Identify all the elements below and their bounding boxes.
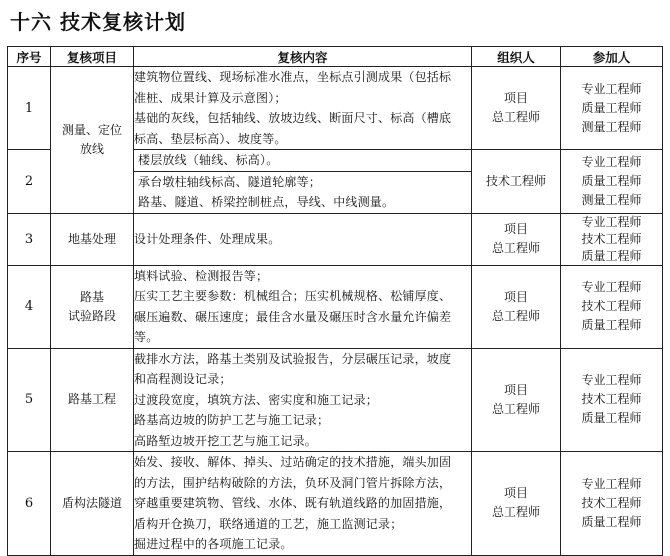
- content-line: 路基、隧道、桥梁控制桩点，导线、中线测量。: [138, 195, 395, 209]
- participant: 专业工程师: [581, 373, 642, 388]
- participant: 技术工程师: [581, 495, 642, 510]
- content-line: 截排水方法，路基土类别及试验报告，分层碾压记录，坡度: [134, 351, 452, 366]
- participant: 专业工程师: [581, 214, 642, 229]
- participants: [561, 348, 663, 452]
- review-content: [134, 150, 472, 214]
- participant: 质量工程师: [581, 248, 642, 263]
- review-plan-table: [7, 46, 663, 556]
- content-line: 标高、垫层标高）、坡度等。: [134, 131, 287, 146]
- content-line: 建筑物位置线、现场标准水准点，坐标点引测成果（包括标: [134, 70, 452, 84]
- review-content: [134, 265, 472, 348]
- review-item-line: 路基: [79, 289, 104, 304]
- participant: 专业工程师: [581, 476, 642, 491]
- row-number: 1: [8, 67, 51, 150]
- participants: [561, 265, 663, 348]
- organizer-line: 总工程师: [491, 241, 540, 255]
- organizer: [472, 213, 561, 265]
- content-line: 楼层放线（轴线、标高）。: [138, 153, 279, 167]
- table-row: [8, 265, 663, 348]
- review-item-line: 放线: [79, 141, 104, 156]
- participant: 质量工程师: [581, 318, 642, 332]
- participant: 技术工程师: [581, 392, 642, 407]
- organizer: [472, 452, 561, 556]
- participants: [561, 150, 663, 214]
- content-line: 始发、接收、解体、掉头、过站确定的技术措施，端头加固: [134, 455, 452, 469]
- organizer-line: 项目: [503, 382, 528, 397]
- organizer-line: 总工程师: [491, 505, 540, 520]
- row-number: 6: [8, 452, 51, 556]
- review-content: [134, 452, 472, 556]
- table-row: [8, 348, 663, 452]
- organizer-line: 总工程师: [491, 110, 540, 124]
- participant: 技术工程师: [581, 231, 642, 246]
- header-item: 复核项目: [51, 47, 134, 67]
- header-seq: 序号: [8, 47, 51, 67]
- row-number: 2: [8, 150, 51, 214]
- content-line: 承台墩柱轴线标高、隧道轮廓等；: [138, 174, 322, 189]
- page-title: 十六 技术复核计划: [10, 10, 186, 34]
- participants: [561, 452, 663, 556]
- table-header-row: [8, 47, 663, 67]
- content-line: 过渡段宽度，填筑方法、密实度和施工记录；: [134, 392, 379, 407]
- organizer-line: 项目: [503, 486, 528, 501]
- row-number: 3: [8, 213, 51, 265]
- organizer: [472, 348, 561, 452]
- content-line: 高路堑边坡开挖工艺与施工记录。: [134, 433, 318, 448]
- participants: [561, 213, 663, 265]
- content-line: 基础的灰线，包括轴线、放坡边线、断面尺寸、标高（槽底: [134, 111, 452, 125]
- table-row: [8, 452, 663, 556]
- organizer: [472, 265, 561, 348]
- participant: 质量工程师: [581, 100, 642, 115]
- content-line: 掘进过程中的各项施工记录。: [134, 537, 293, 551]
- participant: 质量工程师: [581, 411, 642, 426]
- organizer-line: 总工程师: [491, 401, 540, 416]
- review-item: 地基处理: [51, 213, 134, 265]
- row-number: 5: [8, 348, 51, 452]
- content-line: 压实工艺主要参数：机械组合；压实机械规格、松铺厚度、: [134, 289, 452, 303]
- review-content: [134, 67, 472, 150]
- content-line: 路基高边坡的防护工艺与施工记录；: [134, 413, 330, 427]
- participant: 专业工程师: [581, 81, 642, 96]
- review-item-line: 测量、定位: [61, 122, 122, 137]
- organizer-line: 项目: [503, 289, 528, 304]
- organizer-line: 项目: [503, 222, 528, 236]
- organizer-line: 总工程师: [491, 308, 540, 323]
- review-item: [51, 67, 134, 214]
- participant: 测量工程师: [581, 192, 642, 207]
- review-item: 盾构法隧道: [51, 452, 134, 556]
- participants: [561, 67, 663, 150]
- participant: 质量工程师: [581, 514, 642, 529]
- content-line: 盾构开仓换刀，联络通道的工艺，施工监测记录；: [134, 516, 403, 531]
- row-number: 4: [8, 265, 51, 348]
- content-line: 穿越重要建筑物、管线、水体、既有轨道线路的加固措施，: [134, 496, 452, 510]
- review-item-line: 试验路段: [67, 308, 116, 323]
- content-line: 和高程测设记录；: [134, 372, 232, 386]
- table-row: [8, 67, 663, 150]
- participant: 技术工程师: [581, 299, 642, 313]
- organizer: [472, 67, 561, 150]
- header-organizer: 组织人: [472, 47, 561, 67]
- organizer: 技术工程师: [472, 150, 561, 214]
- table-row: [8, 213, 663, 265]
- participant: 测量工程师: [581, 119, 642, 134]
- content-line: 准桩、成果计算及示意图）；: [134, 90, 287, 105]
- participant: 质量工程师: [581, 173, 642, 188]
- content-line: 设计处理条件、处理成果。: [134, 231, 281, 246]
- content-line: 的方法，围护结构破除的方法，负环及洞门管片拆除方法，: [134, 475, 452, 490]
- content-line: 等。: [134, 330, 159, 344]
- header-participants: 参加人: [561, 47, 663, 67]
- review-content: [134, 348, 472, 452]
- participant: 专业工程师: [581, 280, 642, 294]
- review-item: [51, 265, 134, 348]
- participant: 专业工程师: [581, 154, 642, 169]
- content-line: 碾压遍数、碾压速度；最佳含水量及碾压时含水量允许偏差: [134, 309, 452, 324]
- review-item: 路基工程: [51, 348, 134, 452]
- content-subcell: [134, 171, 471, 213]
- organizer-line: 项目: [503, 91, 528, 105]
- content-line: 填料试验、检测报告等；: [134, 268, 269, 283]
- review-content: [134, 213, 472, 265]
- header-content: 复核内容: [134, 47, 472, 67]
